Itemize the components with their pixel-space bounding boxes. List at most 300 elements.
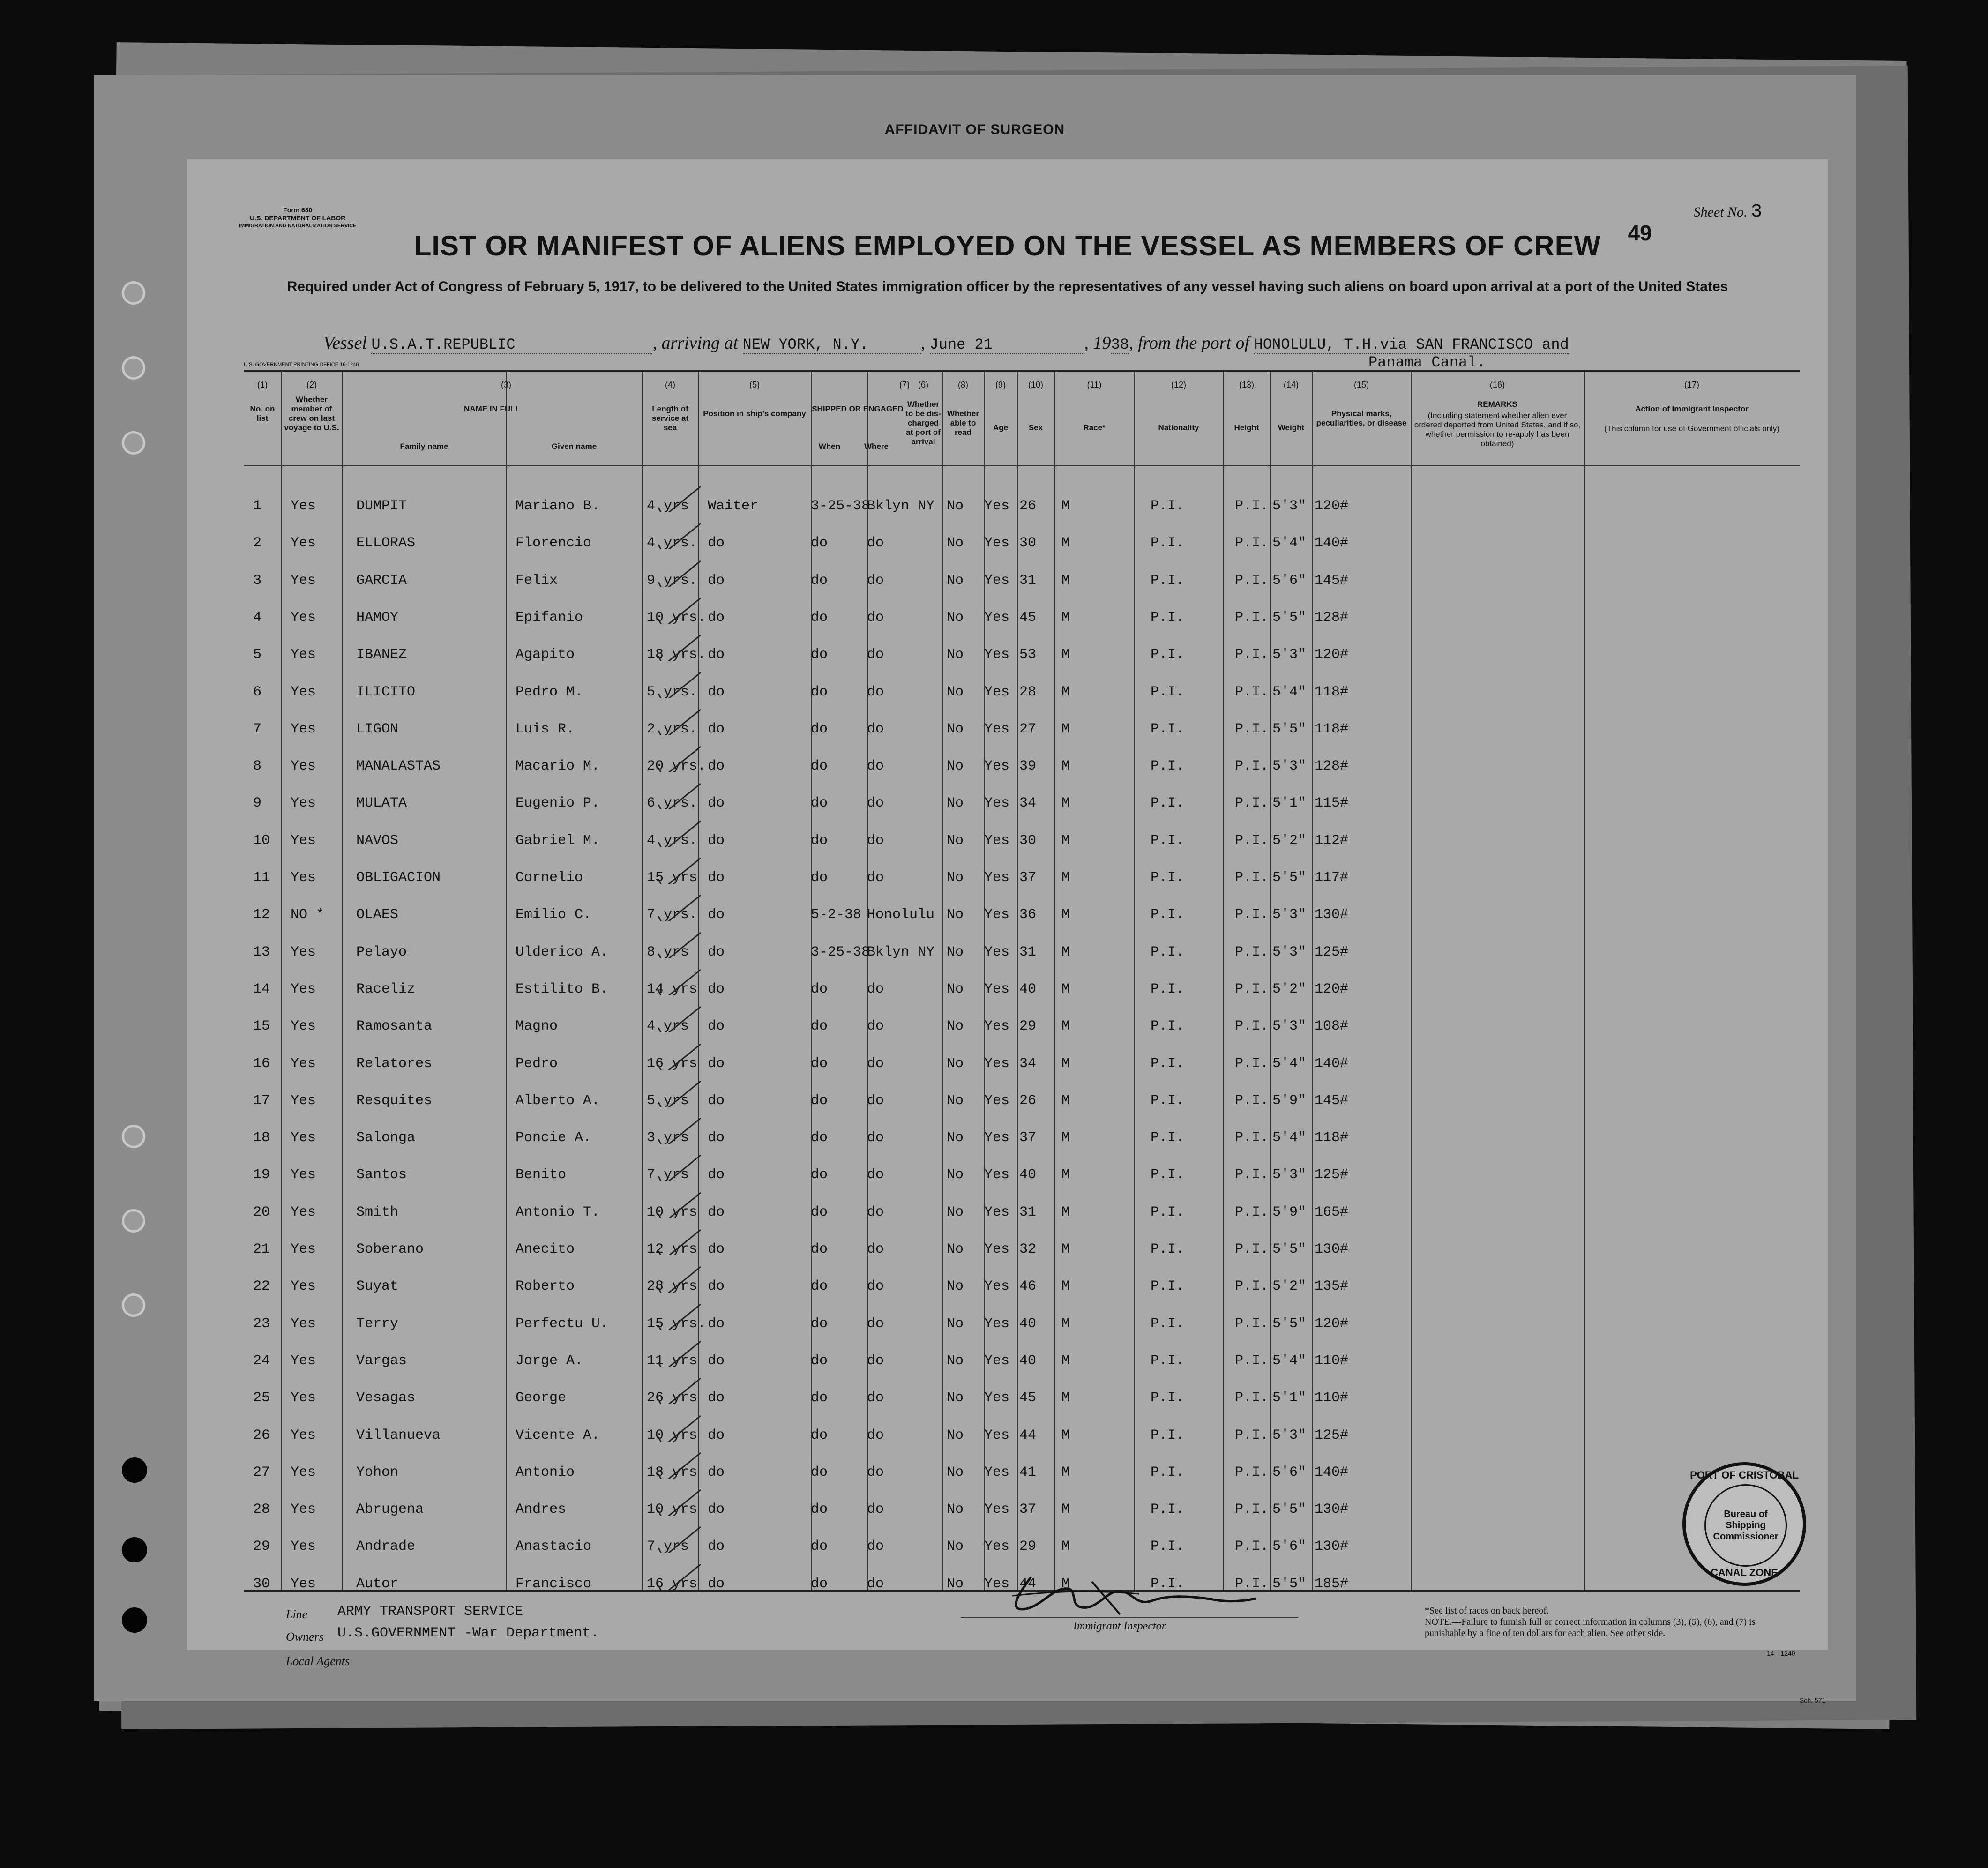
sex: M <box>1061 535 1070 552</box>
position: do <box>708 981 725 997</box>
position: do <box>708 647 725 663</box>
able-to-read: Yes <box>984 498 1010 514</box>
weight: 145# <box>1315 1092 1349 1109</box>
given-name: Agapito <box>516 647 575 663</box>
length-of-service: 9 yrs. <box>647 572 698 589</box>
sex: M <box>1061 1427 1070 1443</box>
shipped-when: do <box>811 1092 828 1109</box>
age: 44 <box>1019 1576 1037 1592</box>
able-to-read: Yes <box>984 944 1010 960</box>
row-number: 9 <box>253 795 262 812</box>
position: do <box>708 1390 725 1406</box>
row-number: 22 <box>253 1278 270 1295</box>
header-name-in-full: NAME IN FULL <box>464 404 520 413</box>
age: 34 <box>1019 1055 1037 1072</box>
crew-last-voyage: Yes <box>291 647 316 663</box>
table-row <box>244 1018 1800 1037</box>
stamp-bottom-text: CANAL ZONE <box>1711 1567 1778 1578</box>
position: do <box>708 832 725 849</box>
shipped-when: do <box>811 609 828 626</box>
nationality: P.I. <box>1235 1018 1269 1035</box>
height: 5'3" <box>1272 1167 1307 1183</box>
check-mark-icon <box>644 596 710 624</box>
nationality: P.I. <box>1235 907 1269 923</box>
punch-hole-icon <box>122 281 145 305</box>
header-remarks-detail: (Including statement whether alien ever ordered deported from United States, and if so, whether permission to re-apply has been obtained) <box>1414 411 1581 448</box>
family-name: GARCIA <box>356 572 407 589</box>
sheet-handwritten-number: 49 <box>1628 221 1652 245</box>
discharged: No <box>947 721 964 737</box>
punch-hole-icon <box>122 356 145 380</box>
department-name: U.S. DEPARTMENT OF LABOR <box>250 214 346 222</box>
header-shipped-or-engaged: SHIPPED OR ENGAGED <box>812 404 904 413</box>
race: P.I. <box>1151 1464 1185 1480</box>
age: 26 <box>1019 1092 1037 1109</box>
weight: 118# <box>1315 1130 1349 1146</box>
given-name: Anecito <box>516 1241 575 1257</box>
row-number: 16 <box>253 1055 270 1072</box>
shipped-when: do <box>811 1352 828 1369</box>
discharged: No <box>947 1278 964 1295</box>
discharged: No <box>947 535 964 552</box>
able-to-read: Yes <box>984 1315 1010 1332</box>
table-row <box>244 647 1800 665</box>
height: 5'3" <box>1272 1018 1307 1035</box>
crew-last-voyage: NO * <box>291 907 325 923</box>
length-of-service: 18 yrs. <box>647 647 706 663</box>
race: P.I. <box>1151 1055 1185 1072</box>
header-when: When <box>818 442 841 451</box>
family-name: Smith <box>356 1204 399 1220</box>
length-of-service: 4 yrs. <box>647 535 698 552</box>
race: P.I. <box>1151 647 1185 663</box>
length-of-service: 16 yrs <box>647 1055 698 1072</box>
able-to-read: Yes <box>984 1502 1010 1518</box>
race: P.I. <box>1151 1204 1185 1220</box>
able-to-read: Yes <box>984 1241 1010 1257</box>
length-of-service: 5 yrs <box>647 1092 689 1109</box>
shipped-where: do <box>867 1315 884 1332</box>
given-name: George <box>516 1390 567 1406</box>
check-mark-icon <box>644 559 710 587</box>
discharged: No <box>947 832 964 849</box>
family-name: LIGON <box>356 721 399 737</box>
sex: M <box>1061 832 1070 849</box>
race: P.I. <box>1151 981 1185 997</box>
crew-last-voyage: Yes <box>291 944 316 960</box>
nationality: P.I. <box>1235 1464 1269 1480</box>
length-of-service: 7 yrs <box>647 1167 689 1183</box>
header-length-of-service: Length of service at sea <box>651 404 689 432</box>
age: 41 <box>1019 1464 1037 1480</box>
shipped-when: do <box>811 1576 828 1592</box>
sex: M <box>1061 1092 1070 1109</box>
row-number: 20 <box>253 1204 270 1220</box>
family-name: Terry <box>356 1315 399 1332</box>
row-number: 11 <box>253 870 270 886</box>
check-mark-icon <box>644 484 710 512</box>
punch-hole-icon <box>122 1607 147 1633</box>
column-number: (9) <box>995 380 1006 389</box>
header-able-to-read: Whether able to read <box>947 409 979 437</box>
family-name: Villanueva <box>356 1427 441 1443</box>
shipped-when: do <box>811 981 828 997</box>
race: P.I. <box>1151 1241 1185 1257</box>
sex: M <box>1061 1167 1070 1183</box>
weight: 125# <box>1315 944 1349 960</box>
length-of-service: 12 yrs <box>647 1241 698 1257</box>
sex: M <box>1061 684 1070 700</box>
able-to-read: Yes <box>984 832 1010 849</box>
family-name: Pelayo <box>356 944 407 960</box>
printer-note: U.S. GOVERNMENT PRINTING OFFICE 16-1240 <box>244 362 359 367</box>
nationality: P.I. <box>1235 647 1269 663</box>
row-number: 29 <box>253 1539 270 1555</box>
position: do <box>708 1576 725 1592</box>
discharged: No <box>947 1241 964 1257</box>
row-number: 5 <box>253 647 262 663</box>
nationality: P.I. <box>1235 1539 1269 1555</box>
weight: 135# <box>1315 1278 1349 1295</box>
crew-last-voyage: Yes <box>291 1167 316 1183</box>
nationality: P.I. <box>1235 1315 1269 1332</box>
header-given-name: Given name <box>551 442 597 451</box>
given-name: Jorge A. <box>516 1352 583 1369</box>
nationality: P.I. <box>1235 832 1269 849</box>
sex: M <box>1061 498 1070 514</box>
arrival-year: 38 <box>1111 336 1129 353</box>
crew-last-voyage: Yes <box>291 1390 316 1406</box>
table-row <box>244 1316 1800 1335</box>
shipped-where: do <box>867 870 884 886</box>
nationality: P.I. <box>1235 870 1269 886</box>
race: P.I. <box>1151 1315 1185 1332</box>
length-of-service: 3 yrs <box>647 1130 689 1146</box>
nationality: P.I. <box>1235 758 1269 775</box>
table-row <box>244 1465 1800 1483</box>
position: do <box>708 1241 725 1257</box>
weight: 130# <box>1315 907 1349 923</box>
sex: M <box>1061 758 1070 775</box>
given-name: Luis R. <box>516 721 575 737</box>
table-row <box>244 1241 1800 1260</box>
length-of-service: 8 yrs <box>647 944 689 960</box>
crew-last-voyage: Yes <box>291 758 316 775</box>
service-name: IMMIGRATION AND NATURALIZATION SERVICE <box>239 223 357 229</box>
page-title: LIST OR MANIFEST OF ALIENS EMPLOYED ON THE VESSEL AS MEMBERS OF CREW <box>414 230 1601 262</box>
affidavit-header: AFFIDAVIT OF SURGEON <box>884 122 1065 137</box>
header-weight-col: Weight <box>1278 423 1305 432</box>
able-to-read: Yes <box>984 572 1010 589</box>
check-mark-icon <box>644 1042 710 1070</box>
length-of-service: 10 yrs <box>647 1427 698 1443</box>
line-label: Line <box>286 1607 308 1621</box>
able-to-read: Yes <box>984 1427 1010 1443</box>
length-of-service: 7 yrs. <box>647 907 698 923</box>
weight: 110# <box>1315 1352 1349 1369</box>
shipped-when: do <box>811 1427 828 1443</box>
row-number: 23 <box>253 1315 270 1332</box>
discharged: No <box>947 1055 964 1072</box>
able-to-read: Yes <box>984 1204 1010 1220</box>
race: P.I. <box>1151 870 1185 886</box>
discharged: No <box>947 647 964 663</box>
shipped-when: do <box>811 832 828 849</box>
height: 5'9" <box>1272 1092 1307 1109</box>
able-to-read: Yes <box>984 1390 1010 1406</box>
shipped-where: do <box>867 1018 884 1035</box>
family-name: NAVOS <box>356 832 399 849</box>
shipped-where: do <box>867 572 884 589</box>
shipped-where: do <box>867 1502 884 1518</box>
discharged: No <box>947 1130 964 1146</box>
height: 5'1" <box>1272 795 1307 812</box>
position: do <box>708 1315 725 1332</box>
able-to-read: Yes <box>984 870 1010 886</box>
weight: 108# <box>1315 1018 1349 1035</box>
nationality: P.I. <box>1235 795 1269 812</box>
family-name: Vesagas <box>356 1390 416 1406</box>
header-no: No. on list <box>250 404 275 423</box>
crew-last-voyage: Yes <box>291 1539 316 1555</box>
position: do <box>708 721 725 737</box>
family-name: Autor <box>356 1576 399 1592</box>
form-number: Form 680 <box>283 206 313 214</box>
family-name: Yohon <box>356 1464 399 1480</box>
race: P.I. <box>1151 944 1185 960</box>
header-family-name: Family name <box>400 442 448 451</box>
race: P.I. <box>1151 684 1185 700</box>
shipped-when: do <box>811 1502 828 1518</box>
length-of-service: 18 yrs <box>647 1464 698 1480</box>
check-mark-icon <box>644 1413 710 1442</box>
shipped-where: do <box>867 1464 884 1480</box>
check-mark-icon <box>644 670 710 698</box>
check-mark-icon <box>644 1302 710 1330</box>
able-to-read: Yes <box>984 1352 1010 1369</box>
shipped-where: do <box>867 1167 884 1183</box>
discharged: No <box>947 1502 964 1518</box>
race: P.I. <box>1151 907 1185 923</box>
race: P.I. <box>1151 1576 1185 1592</box>
row-number: 25 <box>253 1390 270 1406</box>
given-name: Anastacio <box>516 1539 592 1555</box>
given-name: Cornelio <box>516 870 583 886</box>
given-name: Pedro <box>516 1055 558 1072</box>
header-physical-marks: Physical marks, peculiarities, or disease <box>1316 409 1407 427</box>
nationality: P.I. <box>1235 1278 1269 1295</box>
crew-last-voyage: Yes <box>291 1130 316 1146</box>
nationality: P.I. <box>1235 572 1269 589</box>
length-of-service: 14 yrs <box>647 981 698 997</box>
weight: 165# <box>1315 1204 1349 1220</box>
length-of-service: 2 yrs. <box>647 721 698 737</box>
position: do <box>708 758 725 775</box>
table-row <box>244 1502 1800 1520</box>
height: 5'5" <box>1272 1576 1307 1592</box>
column-number: (13) <box>1239 380 1254 389</box>
age: 31 <box>1019 1204 1037 1220</box>
position: do <box>708 944 725 960</box>
position: do <box>708 1055 725 1072</box>
shipped-where: do <box>867 1204 884 1220</box>
crew-last-voyage: Yes <box>291 1464 316 1480</box>
length-of-service: 4 yrs <box>647 1018 689 1035</box>
family-name: Raceliz <box>356 981 416 997</box>
table-row <box>244 795 1800 814</box>
weight: 110# <box>1315 1390 1349 1406</box>
length-of-service: 7 yrs <box>647 1539 689 1555</box>
nationality: P.I. <box>1235 498 1269 514</box>
discharged: No <box>947 907 964 923</box>
stamp-top-text: PORT OF CRISTOBAL <box>1690 1469 1799 1481</box>
shipped-where: Bklyn NY <box>867 944 935 960</box>
age: 32 <box>1019 1241 1037 1257</box>
position: do <box>708 1167 725 1183</box>
discharged: No <box>947 1204 964 1220</box>
given-name: Florencio <box>516 535 592 552</box>
sheet-number-value: 3 <box>1750 202 1762 223</box>
shipped-when: 3-25-38 <box>811 944 870 960</box>
age: 31 <box>1019 572 1037 589</box>
table-row <box>244 981 1800 1000</box>
row-number: 6 <box>253 684 262 700</box>
height: 5'2" <box>1272 832 1307 849</box>
race: P.I. <box>1151 498 1185 514</box>
check-mark-icon <box>644 521 710 552</box>
table-row <box>244 1278 1800 1297</box>
punch-hole-icon <box>122 1125 145 1148</box>
height: 5'3" <box>1272 647 1307 663</box>
age: 34 <box>1019 795 1037 812</box>
table-row <box>244 1539 1800 1557</box>
age: 26 <box>1019 498 1037 514</box>
age: 29 <box>1019 1539 1037 1555</box>
sex: M <box>1061 944 1070 960</box>
race: P.I. <box>1151 1278 1185 1295</box>
header-position: Position in ship's company <box>703 409 806 418</box>
check-mark-icon <box>644 707 710 735</box>
column-number: (17) <box>1684 380 1699 389</box>
sex: M <box>1061 1576 1070 1592</box>
shipped-where: do <box>867 1278 884 1295</box>
row-number: 12 <box>253 907 270 923</box>
race: P.I. <box>1151 1092 1185 1109</box>
length-of-service: 15 yrs <box>647 870 698 886</box>
table-row <box>244 1167 1800 1186</box>
header-rule <box>244 465 1800 466</box>
shipped-when: do <box>811 795 828 812</box>
discharged: No <box>947 1018 964 1035</box>
height: 5'4" <box>1272 684 1307 700</box>
height: 5'4" <box>1272 1130 1307 1146</box>
able-to-read: Yes <box>984 1167 1010 1183</box>
length-of-service: 10 yrs <box>647 1502 698 1518</box>
length-of-service: 6 yrs. <box>647 795 698 812</box>
nationality: P.I. <box>1235 1092 1269 1109</box>
sex: M <box>1061 1204 1070 1220</box>
age: 31 <box>1019 944 1037 960</box>
header-height: Height <box>1234 423 1259 432</box>
able-to-read: Yes <box>984 758 1010 775</box>
weight: 128# <box>1315 609 1349 626</box>
row-number: 4 <box>253 609 262 626</box>
family-name: OBLIGACION <box>356 870 441 886</box>
weight: 140# <box>1315 1055 1349 1072</box>
row-number: 3 <box>253 572 262 589</box>
weight: 140# <box>1315 1464 1349 1480</box>
family-name: ELLORAS <box>356 535 416 552</box>
arrival-port: NEW YORK, N.Y. <box>743 336 921 354</box>
discharged: No <box>947 1539 964 1555</box>
able-to-read: Yes <box>984 1464 1010 1480</box>
table-row <box>244 721 1800 740</box>
sheet-number <box>1628 202 1763 245</box>
row-number: 10 <box>253 832 270 849</box>
family-name: MANALASTAS <box>356 758 441 775</box>
able-to-read: Yes <box>984 1278 1010 1295</box>
column-number: (4) <box>665 380 675 389</box>
check-mark-icon <box>644 1004 710 1035</box>
height: 5'6" <box>1272 572 1307 589</box>
shipped-where: do <box>867 1427 884 1443</box>
sex: M <box>1061 609 1070 626</box>
table-row <box>244 573 1800 591</box>
penalty-note: NOTE.—Failure to furnish full or correct information in columns (3), (5), (6), and (7) is punishable by a fine of ten dollars for each alien. See other side. <box>1425 1617 1756 1638</box>
race: P.I. <box>1151 535 1185 552</box>
length-of-service: 15 yrs. <box>647 1315 706 1332</box>
age: 30 <box>1019 832 1037 849</box>
form-code: 14—1240 <box>1767 1650 1795 1657</box>
race: P.I. <box>1151 609 1185 626</box>
shipped-when: do <box>811 1130 828 1146</box>
weight: 120# <box>1315 498 1349 514</box>
crew-last-voyage: Yes <box>291 1204 316 1220</box>
age: 39 <box>1019 758 1037 775</box>
shipped-when: do <box>811 684 828 700</box>
family-name: MULATA <box>356 795 407 812</box>
nationality: P.I. <box>1235 1055 1269 1072</box>
length-of-service: 10 yrs <box>647 1204 698 1220</box>
column-number: (7) <box>899 380 910 389</box>
punch-hole-icon <box>122 1209 145 1233</box>
crew-last-voyage: Yes <box>291 721 316 737</box>
given-name: Gabriel M. <box>516 832 600 849</box>
arriving-label: , arriving at <box>652 333 738 353</box>
departure-port: HONOLULU, T.H.via SAN FRANCISCO and <box>1254 336 1569 353</box>
discharged: No <box>947 572 964 589</box>
length-of-service: 16 yrs <box>647 1576 698 1592</box>
nationality: P.I. <box>1235 535 1269 552</box>
header-whether-member: Whether member of crew on last voyage to U.S. <box>284 395 339 432</box>
column-number: (15) <box>1353 380 1369 389</box>
manifest-table <box>244 370 1800 1592</box>
row-number: 28 <box>253 1502 270 1518</box>
age: 27 <box>1019 721 1037 737</box>
height: 5'6" <box>1272 1464 1307 1480</box>
given-name: Perfectu U. <box>516 1315 609 1332</box>
given-name: Emilio C. <box>516 907 592 923</box>
able-to-read: Yes <box>984 721 1010 737</box>
row-number: 15 <box>253 1018 270 1035</box>
discharged: No <box>947 609 964 626</box>
height: 5'4" <box>1272 1352 1307 1369</box>
able-to-read: Yes <box>984 795 1010 812</box>
weight: 140# <box>1315 535 1349 552</box>
shipped-where: do <box>867 832 884 849</box>
height: 5'3" <box>1272 498 1307 514</box>
length-of-service: 4 yrs. <box>647 832 698 849</box>
